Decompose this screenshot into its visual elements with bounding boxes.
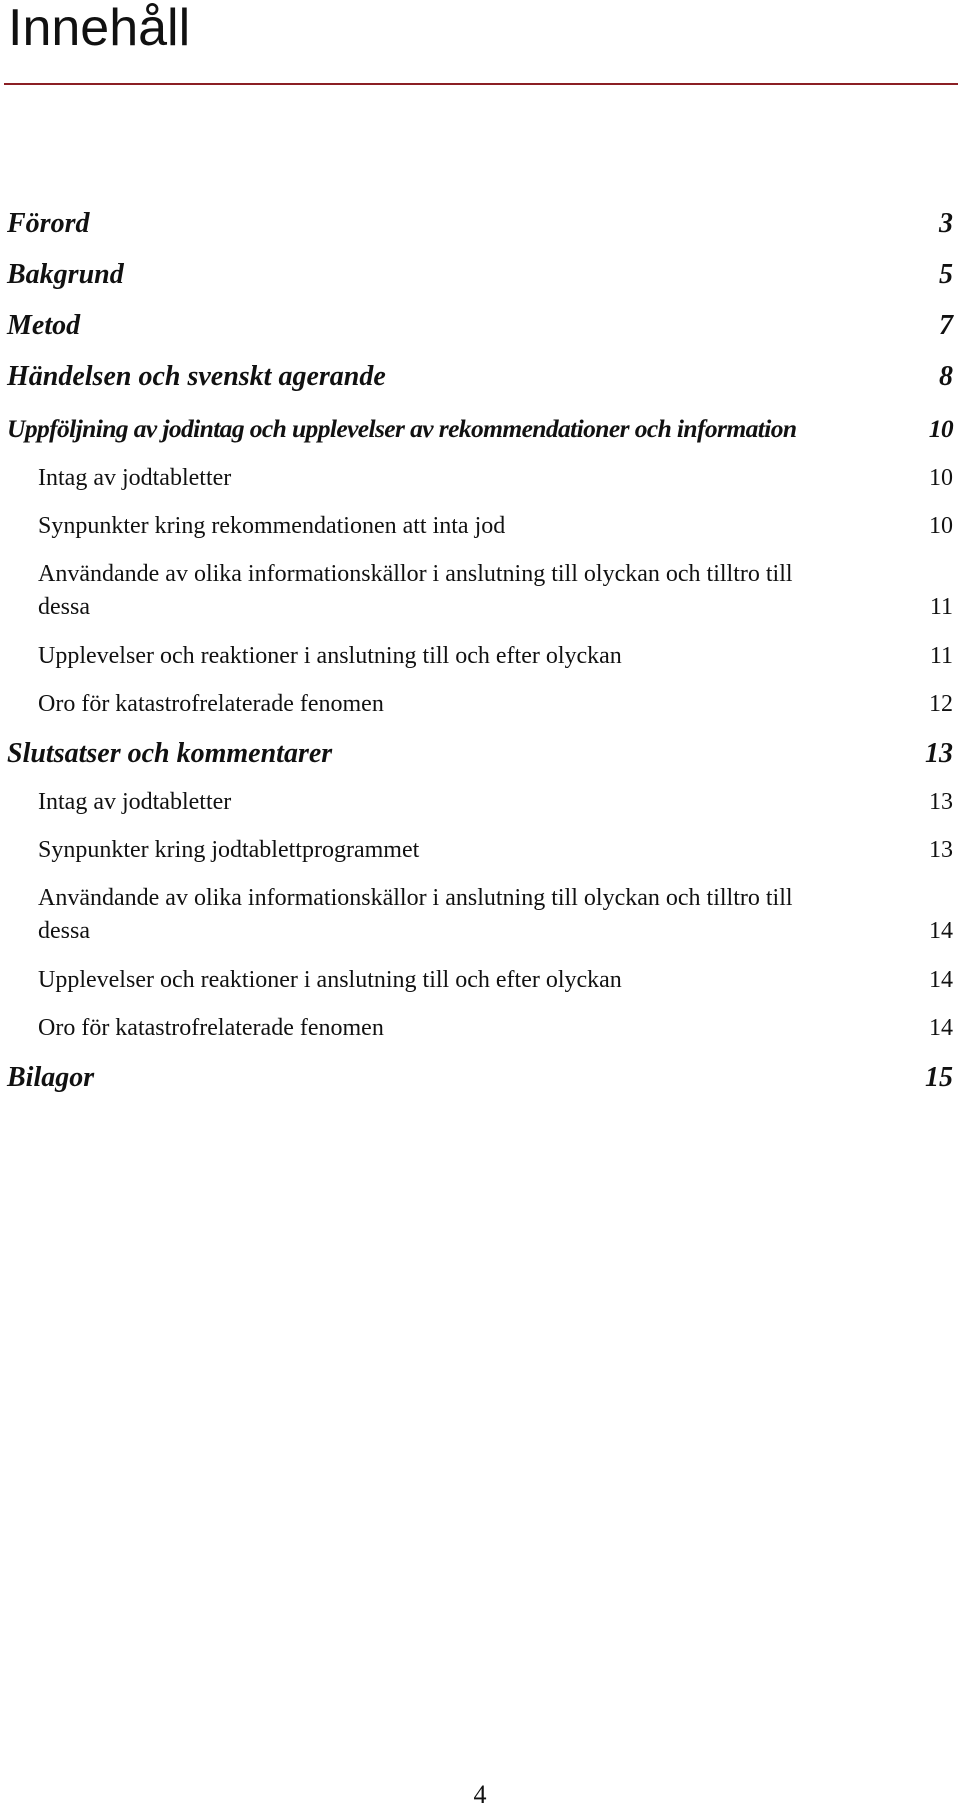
- toc-subentry-synpunkter-2[interactable]: [0, 837, 960, 877]
- toc-subentry-oro-2[interactable]: [0, 1015, 960, 1055]
- toc-entry-title: Intag av jodtabletter: [38, 465, 232, 491]
- toc-entry-title: Förord: [7, 208, 90, 239]
- toc-entry-title: Synpunkter kring jodtablettprogrammet: [38, 837, 420, 863]
- toc-entry-page: 14: [929, 1015, 953, 1041]
- heading-divider: [4, 83, 958, 85]
- toc-entry-page: 13: [925, 738, 953, 769]
- toc-entry-title-continued: dessa: [38, 594, 90, 620]
- toc-entry-page: 15: [925, 1062, 953, 1093]
- toc-entry-title: Upplevelser och reaktioner i anslutning till och efter olyckan: [38, 967, 622, 993]
- toc-entry-forord[interactable]: [0, 208, 960, 248]
- toc-entry-title: Metod: [7, 310, 81, 341]
- toc-entry-page: 7: [939, 310, 953, 341]
- toc-subentry-intag-2[interactable]: [0, 789, 960, 829]
- toc-entry-page: 14: [929, 918, 953, 944]
- toc-entry-title: Upplevelser och reaktioner i anslutning till och efter olyckan: [38, 643, 622, 669]
- toc-entry-slutsatser[interactable]: [0, 738, 960, 778]
- toc-entry-title: Oro för katastrofrelaterade fenomen: [38, 1015, 384, 1041]
- toc-entry-title: Händelsen och svenskt agerande: [7, 361, 386, 392]
- toc-entry-title: Användande av olika informationskällor i anslutning till olyckan och tilltro till: [38, 885, 793, 911]
- toc-entry-page: 12: [929, 691, 953, 717]
- toc-entry-bilagor[interactable]: [0, 1062, 960, 1102]
- toc-entry-title: Oro för katastrofrelaterade fenomen: [38, 691, 384, 717]
- toc-entry-page: 11: [929, 643, 953, 669]
- toc-subentry-intag[interactable]: [0, 465, 960, 505]
- toc-subentry-upplevelser-2[interactable]: [0, 967, 960, 1007]
- toc-entry-bakgrund[interactable]: [0, 259, 960, 299]
- toc-entry-uppfoljning[interactable]: [0, 414, 960, 454]
- toc-entry-page: 11: [929, 594, 953, 620]
- toc-entry-page: 3: [939, 208, 953, 239]
- toc-entry-page: 8: [939, 361, 953, 392]
- toc-entry-page: 5: [939, 259, 953, 290]
- toc-entry-title: Synpunkter kring rekommendationen att inta jod: [38, 513, 506, 539]
- toc-entry-title-continued: dessa: [38, 918, 90, 944]
- toc-subentry-informationskallor-2-cont[interactable]: [0, 918, 960, 958]
- toc-entry-title: Bakgrund: [7, 259, 124, 290]
- toc-subentry-informationskallor-cont[interactable]: [0, 594, 960, 634]
- toc-entry-page: 13: [929, 789, 953, 815]
- toc-entry-title: Bilagor: [7, 1062, 95, 1093]
- toc-entry-page: 10: [929, 513, 953, 539]
- toc-subentry-upplevelser[interactable]: [0, 643, 960, 683]
- toc-entry-page: 10: [928, 414, 953, 443]
- toc-entry-handelsen[interactable]: [0, 361, 960, 401]
- toc-entry-title: Användande av olika informationskällor i anslutning till olyckan och tilltro till: [38, 561, 793, 587]
- page-title: Innehåll: [8, 0, 191, 57]
- page-number: 4: [473, 1780, 487, 1809]
- toc-entry-title: Uppföljning av jodintag och upplevelser av rekommendationer och information: [7, 414, 797, 443]
- toc-entry-metod[interactable]: [0, 310, 960, 350]
- toc-entry-page: 13: [929, 837, 953, 863]
- toc-entry-page: 10: [929, 465, 953, 491]
- toc-subentry-oro[interactable]: [0, 691, 960, 731]
- toc-entry-page: 14: [929, 967, 953, 993]
- toc-entry-title: Slutsatser och kommentarer: [7, 738, 333, 769]
- toc-entry-title: Intag av jodtabletter: [38, 789, 232, 815]
- toc-subentry-synpunkter[interactable]: [0, 513, 960, 553]
